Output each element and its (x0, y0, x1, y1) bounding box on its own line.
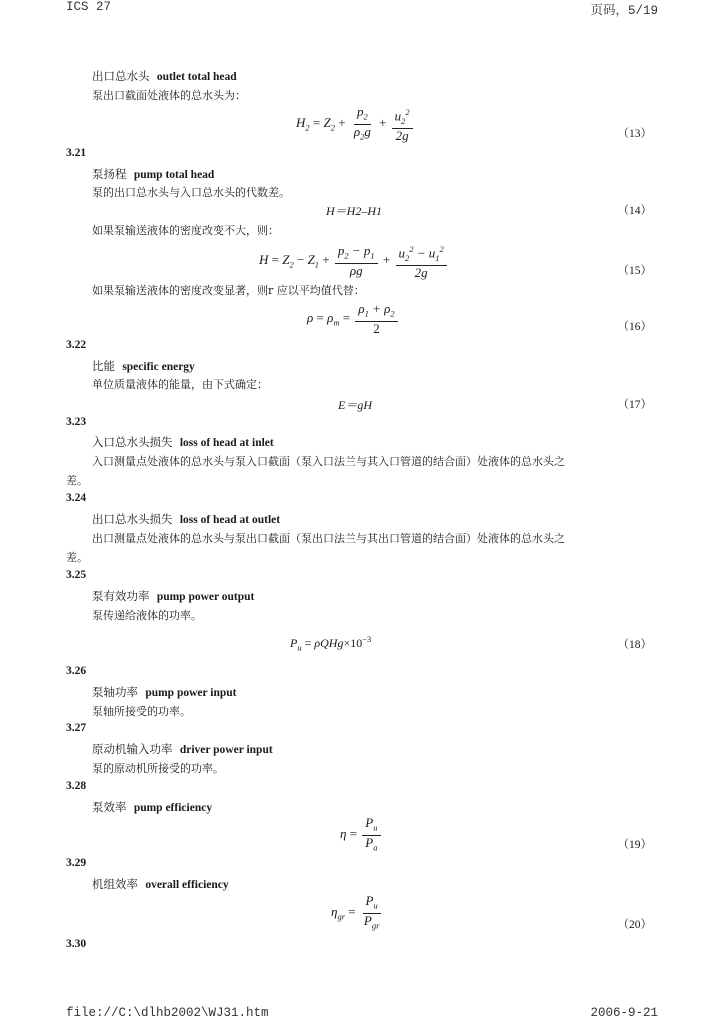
equation-20: $\eta_{gr}$ = $\frac{P_u}{P_{gr}}$ (331, 893, 380, 931)
section-number: 3.26 (66, 665, 87, 677)
term-title-cn: 泵轴功率 (92, 685, 138, 699)
term-loss-of-head-at-outlet (92, 511, 280, 527)
section-number: 3.21 (66, 147, 87, 159)
term-description: 泵轴所接受的功率。 (92, 705, 191, 718)
equation-number: （17） (617, 399, 652, 411)
term-title-en: overall efficiency (145, 879, 229, 891)
equation-16: $\rho = \rho_m$ = $\frac{\rho_1 + \rho_2}{2}$ (307, 302, 400, 336)
equation-17: E＝gH (338, 398, 372, 412)
equation-number: （14） (617, 205, 652, 217)
term-description: 如果泵输送液体的密度改变不大，则： (92, 224, 279, 237)
term-title-cn: 泵有效功率 (92, 589, 150, 603)
term-description: 泵出口截面处液体的总水头为： (92, 89, 246, 102)
header-page-number: 页码，5/19 (590, 4, 658, 18)
term-description: 泵的原动机所接受的功率。 (92, 762, 224, 775)
equation-14: H＝H2–H1 (326, 204, 382, 218)
section-number: 3.25 (66, 569, 87, 581)
term-overall-efficiency (92, 876, 229, 892)
term-description-cont: 差。 (66, 474, 88, 487)
section-number: 3.27 (66, 722, 87, 734)
term-pump-total-head (92, 166, 214, 182)
equation-number: （13） (617, 128, 652, 140)
term-description: 泵传递给液体的功率。 (92, 609, 202, 622)
term-title-en: specific energy (122, 361, 195, 373)
section-number: 3.30 (66, 938, 87, 950)
term-title-en: pump total head (133, 169, 215, 181)
section-number: 3.24 (66, 492, 87, 504)
term-loss-of-head-at-inlet (92, 434, 274, 450)
equation-19: η = $\frac{P_u}{P_a}$ (340, 816, 383, 854)
section-number: 3.29 (66, 857, 87, 869)
equation-number: （20） (617, 919, 652, 931)
term-title-en: pump power output (156, 591, 255, 603)
header-standard-code: ICS 27 (66, 0, 112, 14)
equation-number: （15） (617, 265, 652, 277)
equation-13: $H_2 = Z_2$ + $\frac{p_2}{\rho_2g}$ + $\frac{u_2^2}{2g}$ (296, 105, 415, 143)
section-number: 3.22 (66, 339, 87, 351)
term-title-en: pump efficiency (133, 802, 213, 814)
equation-number: （18） (617, 639, 652, 651)
term-specific-energy (92, 358, 195, 374)
term-pump-power-input (92, 684, 237, 700)
term-description: 单位质量液体的能量，由下式确定： (92, 378, 268, 391)
term-description: 如果泵输送液体的密度改变显著，则r 应以平均值代替： (92, 284, 365, 297)
term-title-cn: 泵效率 (92, 800, 127, 814)
term-title-cn: 泵扬程 (92, 167, 127, 181)
footer-file-path: file://C:\dlhb2002\WJ31.htm (66, 1006, 269, 1020)
section-number: 3.23 (66, 416, 87, 428)
term-driver-power-input (92, 741, 273, 757)
term-title-cn: 入口总水头损失 (92, 435, 173, 449)
term-description: 出口测量点处液体的总水头与泵出口截面（泵出口法兰与其出口管道的结合面）处液体的总水头之 (92, 532, 565, 545)
term-title-cn: 原动机输入功率 (92, 742, 173, 756)
term-title-en: loss of head at outlet (179, 514, 281, 526)
term-description: 入口测量点处液体的总水头与泵入口截面（泵入口法兰与其入口管道的结合面）处液体的总水头之 (92, 455, 565, 468)
term-title-en: driver power input (179, 744, 273, 756)
term-title-en: outlet total head (156, 71, 237, 83)
equation-18: $P_u = \rho QHg\times 10^{-3}$ (290, 634, 372, 653)
term-outlet-total-head (92, 68, 237, 84)
term-description-cont: 差。 (66, 551, 88, 564)
term-title-cn: 机组效率 (92, 877, 138, 891)
term-title-en: pump power input (145, 687, 237, 699)
equation-number: （19） (617, 839, 652, 851)
term-pump-power-output (92, 588, 254, 604)
term-description: 泵的出口总水头与入口总水头的代数差。 (92, 186, 290, 199)
equation-number: （16） (617, 321, 652, 333)
term-pump-efficiency (92, 799, 212, 815)
section-number: 3.28 (66, 780, 87, 792)
equation-15: $H = Z_2 - Z_1$ + $\frac{p_2 - p_1}{\rho g}$ + $\frac{u_2^2 - u_1^2}{2g}$ (259, 242, 449, 280)
term-title-en: loss of head at inlet (179, 437, 274, 449)
term-title-cn: 出口总水头 (92, 69, 150, 83)
footer-date: 2006-9-21 (590, 1006, 658, 1020)
term-title-cn: 比能 (92, 359, 115, 373)
term-title-cn: 出口总水头损失 (92, 512, 173, 526)
